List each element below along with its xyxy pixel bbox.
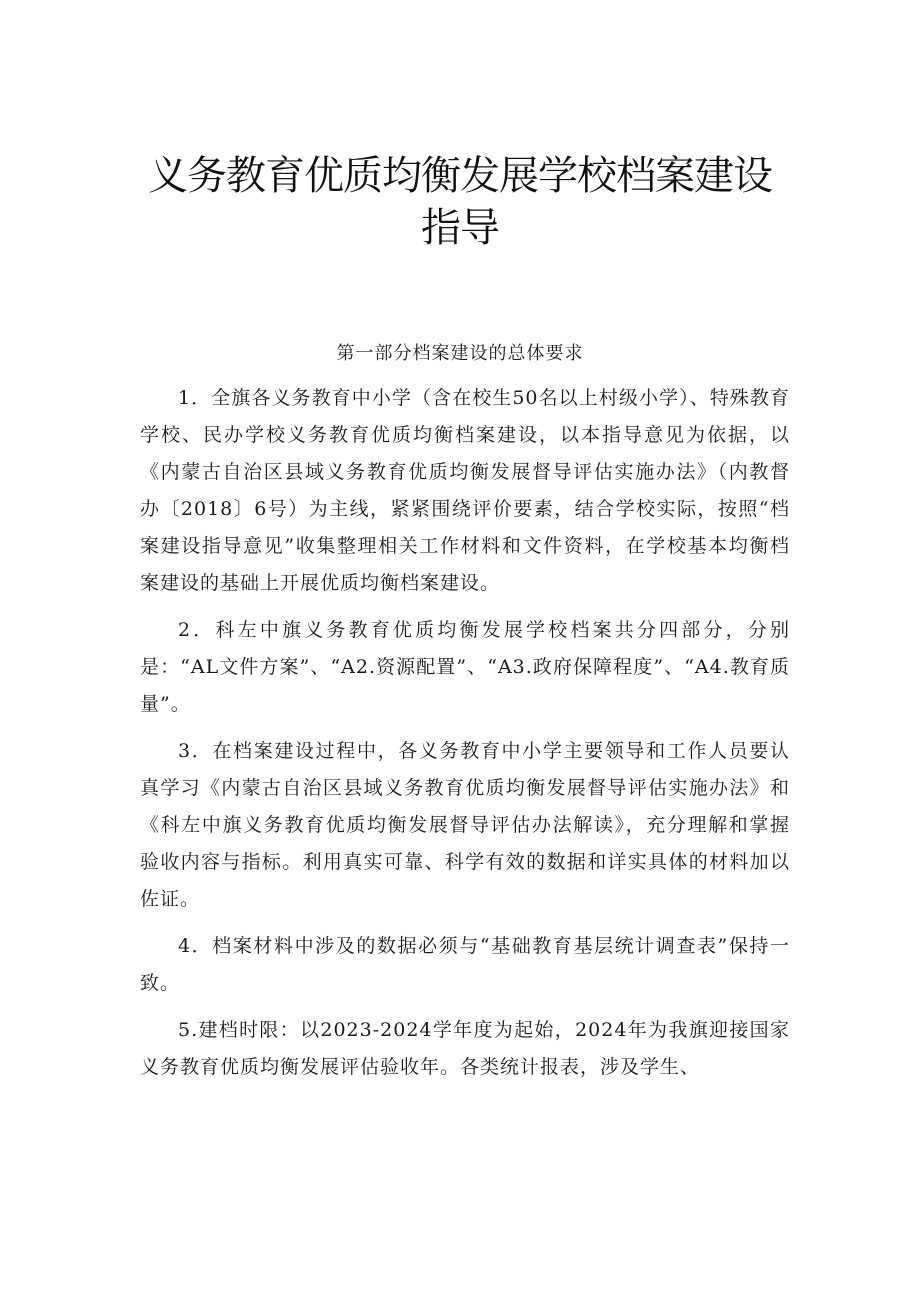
paragraph-2: 2．科左中旗义务教育优质均衡发展学校档案共分四部分，分别是：“AL文件方案”、“A2.资源配置”、“A3.政府保障程度”、“A4.教育质量”。: [140, 619, 790, 715]
paragraph-3: 3．在档案建设过程中，各义务教育中小学主要领导和工作人员要认真学习《内蒙古自治区县域义务教育优质均衡发展督导评估实施办法》和《科左中旗义务教育优质均衡发展督导评估办法解读》，充分理解和掌握验收内容与指标。利用真实可靠、科学有效的数据和详实具体的材料加以佐证。: [140, 740, 790, 910]
paragraph-4: 4．档案材料中涉及的数据必须与“基础教育基层统计调查表”保持一致。: [140, 935, 790, 994]
paragraph-1: 1．全旗各义务教育中小学（含在校生50名以上村级小学）、特殊教育学校、民办学校义务教育优质均衡档案建设，以本指导意见为依据，以《内蒙古自治区县域义务教育优质均衡发展督导评估实施办法》（内教督办〔2018〕6号）为主线，紧紧围绕评价要素，结合学校实际，按照“档案建设指导意见”收集整理相关工作材料和文件资料，在学校基本均衡档案建设的基础上开展优质均衡档案建设。: [140, 387, 790, 594]
document-body: [140, 380, 790, 1096]
paragraph-5: 5.建档时限：以2023-2024学年度为起始，2024年为我旗迎接国家义务教育优质均衡发展评估验收年。各类统计报表，涉及学生、: [140, 1019, 790, 1078]
section-heading: 第一部分档案建设的总体要求: [336, 343, 584, 364]
document-title: 义务教育优质均衡发展学校档案建设指导: [148, 153, 772, 251]
